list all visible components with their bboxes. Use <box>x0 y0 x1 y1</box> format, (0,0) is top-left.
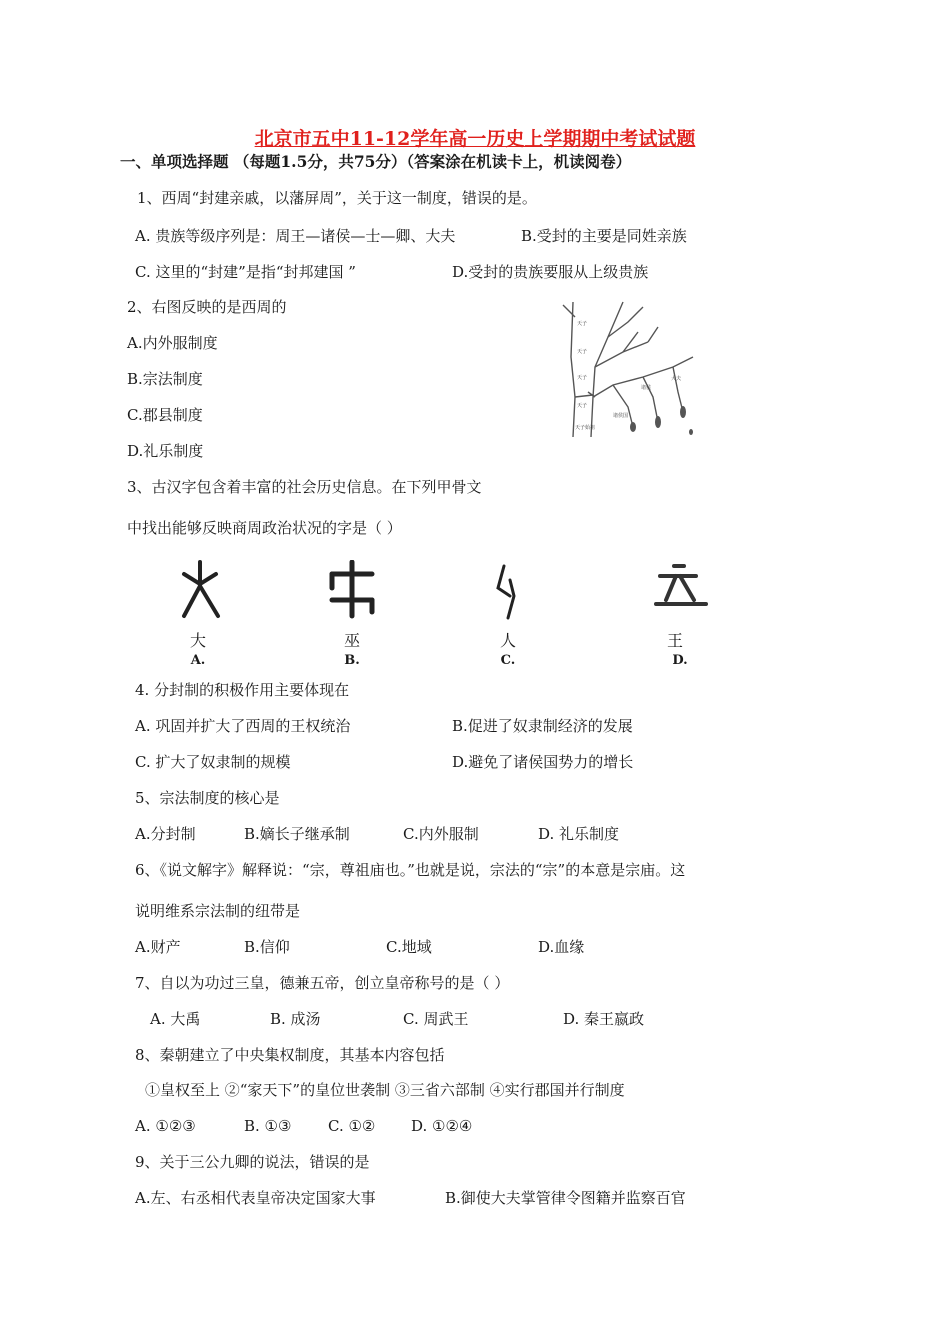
tree-label: 天子 <box>577 403 588 409</box>
q1-option-c: C. 这里的“封建”是指“封邦建国 ” <box>135 263 356 281</box>
tree-label: 天子 <box>577 321 588 327</box>
q8-items: ①皇权至上 ②“家天下”的皇位世袭制 ③三省六部制 ④实行郡国并行制度 <box>145 1081 625 1099</box>
glyph-letter-d: D. <box>672 653 688 668</box>
q1-option-b: B.受封的主要是同姓亲族 <box>521 227 687 245</box>
question-3-line2: 中找出能够反映商周政治状况的字是（ ） <box>127 519 402 537</box>
oracle-glyph-wu <box>314 560 394 620</box>
q2-option-a: A.内外服制度 <box>127 334 218 352</box>
q8-option-c: C. ①② <box>328 1117 376 1135</box>
q7-option-d: D. 秦王嬴政 <box>563 1010 645 1028</box>
question-6-line2: 说明维系宗法制的纽带是 <box>135 902 301 920</box>
q2-option-c: C.郡县制度 <box>127 406 203 424</box>
q5-option-c: C.内外服制 <box>403 825 479 843</box>
q6-option-b: B.信仰 <box>244 938 290 956</box>
glyph-modern-d: 王 <box>666 631 683 650</box>
exam-title: 北京市五中11-12学年高一历史上学期期中考试试题 <box>254 128 696 150</box>
q6-option-d: D.血缘 <box>538 938 585 956</box>
q8-option-a: A. ①②③ <box>135 1117 196 1135</box>
q1-option-a: A. 贵族等级序列是：周王—诸侯—士—卿、大夫 <box>135 227 456 245</box>
q1-option-d: D.受封的贵族要服从上级贵族 <box>452 263 649 281</box>
q4-option-b: B.促进了奴隶制经济的发展 <box>452 717 633 735</box>
oracle-glyph-da <box>162 560 242 620</box>
tree-label: 天子始祖 <box>575 425 596 431</box>
glyph-letter-a: A. <box>190 653 206 668</box>
q9-option-a: A.左、右丞相代表皇帝决定国家大事 <box>135 1189 376 1207</box>
question-7: 7、自以为功过三皇，德兼五帝，创立皇帝称号的是（ ） <box>135 974 510 992</box>
q5-option-b: B.嫡长子继承制 <box>244 825 350 843</box>
q8-option-d: D. ①②④ <box>411 1117 473 1135</box>
q6-option-c: C.地域 <box>386 938 432 956</box>
q4-option-a: A. 巩固并扩大了西周的王权统治 <box>135 717 351 735</box>
question-5: 5、宗法制度的核心是 <box>135 789 280 807</box>
glyph-modern-b: 巫 <box>343 631 360 650</box>
q6-option-a: A.财产 <box>135 938 181 956</box>
q7-option-b: B. 成汤 <box>270 1010 321 1028</box>
tree-label: 诸侯国 <box>613 413 629 419</box>
q2-option-b: B.宗法制度 <box>127 370 203 388</box>
q7-option-c: C. 周武王 <box>403 1010 469 1028</box>
clan-tree-figure <box>553 297 703 437</box>
question-8: 8、秦朝建立了中央集权制度，其基本内容包括 <box>135 1046 445 1064</box>
q7-option-a: A. 大禹 <box>150 1010 201 1028</box>
question-9: 9、关于三公九卿的说法，错误的是 <box>135 1153 370 1171</box>
section-heading: 一、单项选择题 （每题1.5分，共75分）（答案涂在机读卡上，机读阅卷） <box>120 152 632 171</box>
question-4: 4. 分封制的积极作用主要体现在 <box>135 681 350 699</box>
question-6-line1: 6、《说文解字》解释说：“宗，尊祖庙也。”也就是说，宗法的“宗”的本意是宗庙。这 <box>135 861 686 879</box>
oracle-glyph-wang <box>640 560 720 620</box>
question-3-line1: 3、古汉字包含着丰富的社会历史信息。在下列甲骨文 <box>127 478 482 496</box>
glyph-modern-c: 人 <box>499 631 516 650</box>
tree-label: 天子 <box>577 375 588 381</box>
question-1: 1、西周“封建亲戚，以藩屏周”，关于这一制度，错误的是。 <box>137 189 537 207</box>
tree-label: 大夫 <box>671 376 682 382</box>
q5-option-a: A.分封制 <box>135 825 196 843</box>
question-2: 2、右图反映的是西周的 <box>127 298 287 316</box>
q2-option-d: D.礼乐制度 <box>127 442 204 460</box>
glyph-letter-b: B. <box>344 653 360 668</box>
q8-option-b: B. ①③ <box>244 1117 292 1135</box>
glyph-letter-c: C. <box>500 653 516 668</box>
q4-option-d: D.避免了诸侯国势力的增长 <box>452 753 634 771</box>
oracle-glyph-ren <box>470 560 550 620</box>
glyph-modern-a: 大 <box>189 631 206 650</box>
q5-option-d: D. 礼乐制度 <box>538 825 620 843</box>
tree-label: 天子 <box>577 349 588 355</box>
q9-option-b: B.御使大夫掌管律令图籍并监察百官 <box>445 1189 686 1207</box>
tree-label: 诸侯 <box>641 385 652 391</box>
q4-option-c: C. 扩大了奴隶制的规模 <box>135 753 291 771</box>
